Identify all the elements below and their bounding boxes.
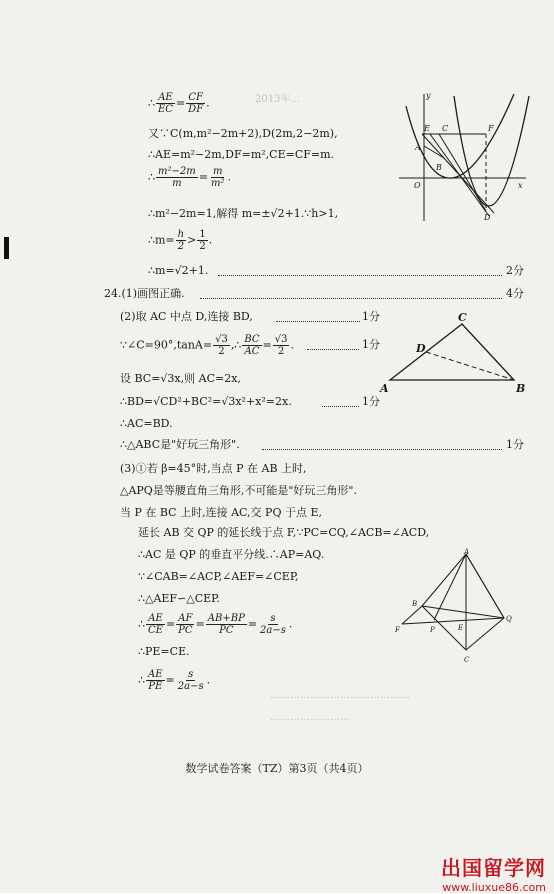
label-f: F	[488, 124, 494, 133]
denominator: DF	[188, 104, 204, 115]
fraction	[186, 92, 205, 115]
text-line-5: ∴m²−2m=1,解得 m=±√2+1.∵h>1,	[148, 207, 339, 220]
score-label: 1分	[506, 438, 524, 451]
fraction	[258, 613, 288, 636]
label-d: D	[416, 342, 426, 355]
equation-line-4	[148, 166, 231, 189]
numerator: 1	[199, 229, 206, 240]
equation-line-21	[138, 613, 292, 636]
scan-marker	[4, 237, 9, 259]
dotted-leader	[307, 349, 359, 350]
watermark-url: www.liuxue86.com	[442, 881, 546, 894]
fraction	[242, 334, 261, 357]
text: .	[206, 673, 211, 687]
denominator: 2	[177, 241, 185, 252]
numerator: s	[270, 613, 276, 624]
text-line-12: ∴AC=BD.	[120, 417, 173, 430]
numerator: s	[188, 669, 194, 680]
page-footer: 数学试卷答案（TZ）第3页（共4页）	[185, 762, 369, 775]
denominator: PE	[148, 681, 163, 692]
label-a: A	[380, 382, 389, 395]
line-bq	[422, 606, 504, 618]
text: .	[227, 170, 231, 184]
denominator: 2a−s	[177, 681, 204, 692]
equation-line-23	[138, 669, 210, 692]
score-label: 1分	[362, 395, 380, 408]
text: =	[195, 617, 205, 631]
text: ∴	[148, 96, 155, 110]
text: =	[262, 338, 272, 352]
score-label: 1分	[362, 310, 380, 323]
fraction	[206, 613, 247, 636]
label-b: B	[516, 382, 526, 395]
numerator: √3	[215, 334, 228, 345]
line-fq	[402, 618, 504, 624]
denominator: AC	[244, 346, 260, 357]
label-p: P	[430, 626, 435, 634]
bleed-through-text: 2013年...	[255, 94, 300, 105]
text: .	[290, 338, 294, 352]
score-label: 2分	[506, 264, 524, 277]
text: ,∴	[230, 338, 242, 352]
triangle-abc	[390, 324, 514, 380]
label-f: F	[395, 626, 400, 634]
numerator: h	[177, 229, 185, 240]
text: ∴	[138, 617, 145, 631]
fraction	[213, 334, 230, 357]
site-watermark	[441, 852, 546, 894]
denominator: 2	[218, 346, 225, 357]
fraction	[176, 613, 194, 636]
label-c: C	[458, 311, 467, 324]
fraction	[273, 334, 290, 357]
denominator: 2	[199, 241, 206, 252]
numerator: AE	[158, 92, 173, 103]
figure-triangle-abc	[376, 308, 536, 404]
denominator: PC	[219, 625, 234, 636]
score-label: 1分	[362, 338, 380, 351]
text: .	[206, 96, 210, 110]
label-c: C	[464, 656, 470, 664]
text: ∴	[148, 170, 155, 184]
label-d: D	[484, 213, 491, 222]
numerator: m	[212, 166, 223, 177]
numerator: AF	[178, 613, 193, 624]
denominator: PC	[178, 625, 193, 636]
numerator: BC	[244, 334, 260, 345]
equation-line-9	[120, 334, 294, 357]
text: =	[198, 170, 208, 184]
text: ∴m=	[148, 233, 175, 247]
dotted-leader	[262, 449, 502, 450]
equation-line-6	[148, 229, 212, 252]
text-line-14: (3)①若 β=45°时,当点 P 在 AB 上时,	[120, 462, 307, 475]
numerator: CF	[188, 92, 203, 103]
text: ∴	[138, 673, 145, 687]
text-line-3: ∴AE=m²−2m,DF=m²,CE=CF=m.	[148, 148, 335, 161]
label-x: x	[518, 181, 523, 190]
figure-parabola-graph	[394, 86, 534, 226]
text: =	[247, 617, 258, 631]
label-o: O	[414, 181, 421, 190]
label-b: B	[436, 163, 442, 172]
text-line-18: ∴AC 是 QP 的垂直平分线.∴AP=AQ.	[138, 548, 325, 561]
fraction	[209, 166, 227, 189]
fraction	[176, 229, 186, 252]
score-label: 4分	[506, 287, 524, 300]
denominator: CE	[148, 625, 163, 636]
label-y: y	[426, 91, 431, 100]
text: =	[165, 617, 176, 631]
fraction	[156, 166, 198, 189]
outer-shape	[422, 554, 504, 650]
text-line-17: 延长 AB 交 QP 的延长线于点 F,∵PC=CQ,∠ACB=∠ACD,	[138, 526, 430, 539]
fraction	[146, 613, 165, 636]
text-line-22: ∴PE=CE.	[138, 645, 190, 658]
text-line-16: 当 P 在 BC 上时,连接 AC,交 PQ 于点 E,	[120, 506, 322, 519]
denominator: m²	[210, 178, 225, 189]
question-24-2: (2)取 AC 中点 D,连接 BD,	[120, 310, 253, 323]
fraction	[176, 669, 206, 692]
text-line-13: ∴△ABC是"好玩三角形".	[120, 438, 240, 451]
denominator: EC	[158, 104, 173, 115]
numerator: AB+BP	[207, 613, 245, 624]
fraction	[146, 669, 165, 692]
label-b: B	[412, 600, 418, 608]
watermark-title: 出国留学网	[441, 856, 546, 880]
label-e: E	[458, 624, 464, 632]
figure-quadrilateral	[392, 548, 522, 666]
text: >	[187, 233, 197, 247]
text: =	[165, 673, 175, 687]
numerator: m²−2m	[158, 166, 196, 177]
question-24-1: 24.(1)画图正确.	[104, 287, 185, 300]
numerator: AE	[148, 669, 163, 680]
numerator: AE	[148, 613, 163, 624]
text: ∵∠C=90°,tanA=	[120, 338, 213, 352]
equation-line-1	[148, 92, 210, 115]
label-q: Q	[506, 615, 512, 623]
label-a: A	[464, 548, 470, 556]
numerator: √3	[274, 334, 288, 345]
label-a: A	[415, 143, 421, 152]
line-aq	[466, 554, 504, 618]
text-line-2: 又∵C(m,m²−2m+2),D(2m,2−2m),	[148, 127, 338, 140]
text-line-11: ∴BD=√CD²+BC²=√3x²+x²=2x.	[120, 395, 292, 408]
fraction	[197, 229, 207, 252]
label-c: C	[442, 124, 449, 133]
dotted-leader	[218, 275, 502, 276]
denominator: 2	[277, 346, 285, 357]
text-line-19: ∵∠CAB=∠ACP,∠AEF=∠CEP,	[138, 570, 299, 583]
line-fb	[402, 606, 422, 624]
text-line-15: △APQ是等腰直角三角形,不可能是"好玩三角形".	[120, 484, 357, 497]
text: =	[175, 96, 186, 110]
text-line-20: ∴△AEF∽△CEP.	[138, 592, 220, 605]
dotted-leader	[200, 298, 502, 299]
label-e: E	[424, 124, 430, 133]
bleed-through-text: ……………………………………	[270, 690, 410, 701]
fraction	[156, 92, 175, 115]
dotted-leader	[276, 321, 360, 322]
text: .	[208, 233, 213, 247]
text-line-7: ∴m=√2+1.	[148, 264, 209, 277]
dotted-leader	[322, 406, 359, 407]
denominator: m	[172, 178, 182, 189]
bleed-through-text: ……………………	[270, 712, 350, 723]
text: .	[288, 617, 293, 631]
denominator: 2a−s	[260, 625, 286, 636]
text-line-10: 设 BC=√3x,则 AC=2x,	[120, 372, 241, 385]
